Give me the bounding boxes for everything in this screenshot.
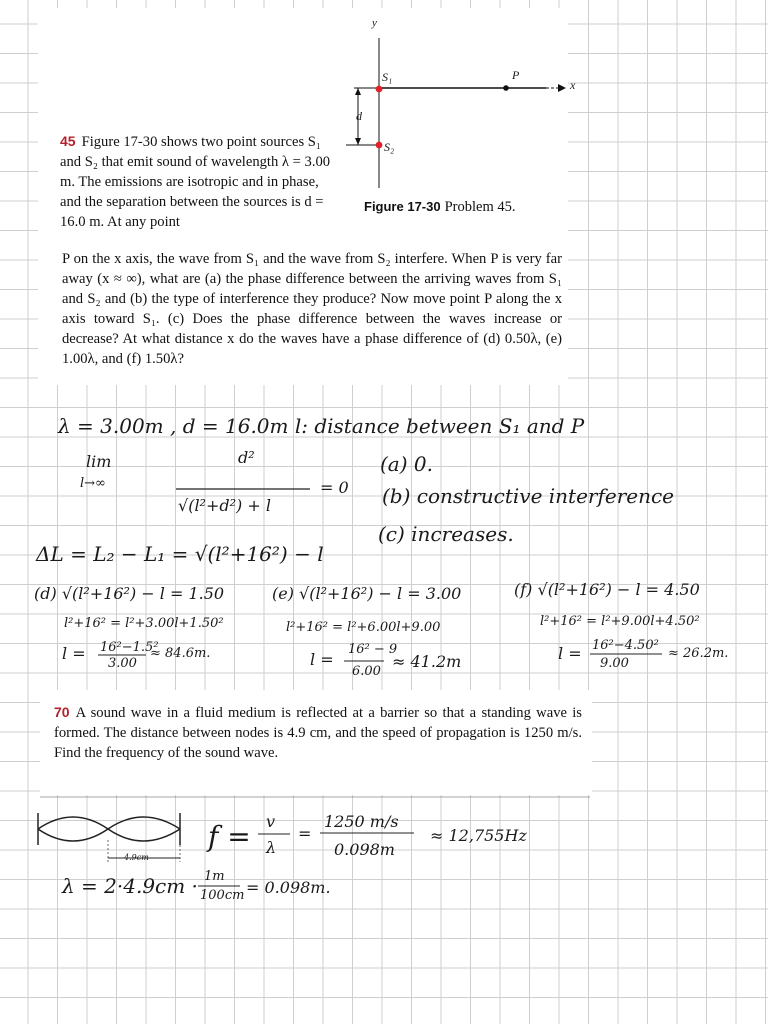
limit-subscript: l→∞ <box>80 476 106 491</box>
part-f-numerator: 16²−4.50² <box>592 638 659 653</box>
d-arrow-up-icon <box>355 88 361 95</box>
part-d-denominator: 3.00 <box>108 656 137 671</box>
part-e-result: ≈ 41.2m <box>392 652 462 671</box>
problem-45-text-bottom: P on the x axis, the wave from S₁ and the wave from S₂ interfere. When P is very far away (x ≈ ∞), what are (a) the phase difference between the arriving waves from S₁ and S₂ and (b) the type of interference they produce? Now move point P along the x axis toward S₁. (c) Does the phase difference between the waves increase or decrease? At what distance x do the waves have a phase difference of (d) 0.50λ, (e) 1.00λ, and (f) 1.50λ? <box>62 251 562 367</box>
answer-b: (b) constructive interference <box>382 484 675 508</box>
figure-caption-label: Figure 17-30 <box>364 199 441 214</box>
source-s1-dot <box>376 86 383 93</box>
answer-a: (a) 0. <box>380 452 433 476</box>
problem-45-text-narrow: Figure 17-30 shows two point sources S₁ and S₂ that emit sound of wavelength λ = 3.00 m. The emissions are isotropic and in phase, and the separation between the sources is d = 16.0 m. At any point <box>60 134 331 230</box>
lambda-denominator: λ <box>266 838 277 857</box>
part-d-result: ≈ 84.6m. <box>150 646 211 661</box>
limit-numerator: d² <box>238 448 255 467</box>
part-e-squared: l²+16² = l²+6.00l+9.00 <box>286 620 441 635</box>
y-axis-label: y <box>372 17 377 29</box>
p-label: P <box>512 68 520 82</box>
path-difference: ΔL = L₂ − L₁ = √(l²+16²) − l <box>36 542 324 566</box>
node-distance-label: 4.9cm <box>124 853 149 862</box>
answer-c: (c) increases. <box>378 522 514 546</box>
part-f-squared: l²+16² = l²+9.00l+4.50² <box>540 614 700 629</box>
problem-70-card <box>40 690 592 795</box>
problem-45-text-top <box>60 131 332 232</box>
frequency-result: ≈ 12,755Hz <box>430 826 527 845</box>
s2-label: S₂ <box>384 140 395 154</box>
part-f-equation: (f) √(l²+16²) − l = 4.50 <box>514 580 700 599</box>
part-e-denominator: 6.00 <box>352 664 381 679</box>
part-f-result: ≈ 26.2m. <box>668 646 729 661</box>
problem-number: 70 <box>54 704 70 720</box>
problem-45-card <box>38 8 576 385</box>
standing-wave-upper <box>38 817 180 829</box>
part-d-numerator: 16²−1.5² <box>100 640 159 655</box>
wavelength-result: = 0.098m. <box>246 878 331 897</box>
limit-denominator: √(l²+d²) + l <box>178 496 271 515</box>
conversion-denominator: 100cm <box>200 888 245 903</box>
part-d-equation: (d) √(l²+16²) − l = 1.50 <box>34 584 225 603</box>
given-values-line: λ = 3.00m , d = 16.0m l: distance between S₁ and P <box>58 414 585 438</box>
speed-numerator: 1250 m/s <box>324 812 399 831</box>
conversion-numerator: 1m <box>204 869 225 884</box>
part-f-l: l = <box>558 644 582 663</box>
part-f-denominator: 9.00 <box>600 656 629 671</box>
part-e-l: l = <box>310 650 334 669</box>
wavelength-line: λ = 2·4.9cm · <box>62 874 198 898</box>
problem-70-text: A sound wave in a fluid medium is reflected at a barrier so that a standing wave is formed. The distance between nodes is 4.9 cm, and the speed of propagation is 1250 m/s. Find the frequency of the sound wave. <box>54 705 582 761</box>
problem-number: 45 <box>60 133 76 149</box>
d-arrow-down-icon <box>355 138 361 145</box>
part-d-squared: l²+16² = l²+3.00l+1.50² <box>64 616 224 631</box>
limit-symbol: lim <box>86 452 112 471</box>
part-d-l: l = <box>62 644 86 663</box>
velocity-numerator: v <box>266 812 276 831</box>
figure-caption <box>364 199 515 216</box>
x-axis-label: x <box>570 78 576 92</box>
x-arrow-icon <box>558 84 566 92</box>
point-p-dot <box>503 85 509 91</box>
s1-label: S₁ <box>382 70 393 84</box>
wavelength-denominator: 0.098m <box>334 840 395 859</box>
frequency-f: f = <box>208 820 251 853</box>
source-s2-dot <box>376 142 383 149</box>
d-label: d <box>356 109 362 123</box>
standing-wave-lower <box>38 829 180 841</box>
figure-caption-text: Problem 45. <box>444 199 516 215</box>
problem-70-text-block <box>54 702 582 763</box>
part-e-equation: (e) √(l²+16²) − l = 3.00 <box>272 584 462 603</box>
part-e-numerator: 16² − 9 <box>348 642 398 657</box>
limit-equals-zero: = 0 <box>320 478 349 497</box>
equals-sign: = <box>298 824 312 843</box>
